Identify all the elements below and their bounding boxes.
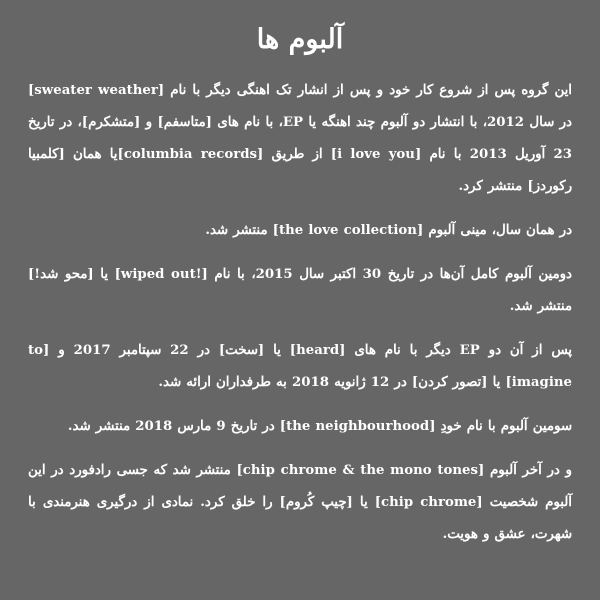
paragraph-3: دومین آلبوم کامل آن‌ها در تاریخ 30 اکتبر سال 2015، با نام [!wiped out] یا [محو شد!] منتشر شد.	[28, 267, 572, 314]
paragraph-4: پس از آن دو EP دیگر با نام های [heard] یا [سخت] در 22 سپتامبر 2017 و [to imagine] یا [تصور کردن] در 12 ژانویه 2018 به طرفداران ارائه شد.	[28, 343, 572, 390]
page-title: آلبوم ها	[256, 24, 344, 55]
article-body	[0, 53, 600, 551]
paragraph-5: سومین آلبوم با نام خودِ [the neighbourhood] در تاریخ 9 مارس 2018 منتشر شد.	[67, 419, 572, 434]
paragraph-6: و در آخر آلبوم [chip chrome & the mono tones] منتشر شد که جسی رادفورد در این آلبوم شخصیت [chip chrome] یا [چیپ کُروم] را خلق کرد. نمادی از درگیری هنرمندی با شهرت، عشق و هویت.	[28, 463, 572, 542]
paragraph-2: در همان سال، مینی آلبوم [the love collection] منتشر شد.	[205, 223, 572, 238]
paragraph-1: این گروه پس از شروع کار خود و پس از انشار تک اهنگی دیگر با نام [sweater weather] در سال 2012، با انتشار دو آلبوم چند اهنگه یا EP، با نام های [متاسفم] و [متشکرم]، در تاریخ 23 آوریل 2013 با نام [i love you] از طریق [columbia records]یا همان [کلمبیا رکوردز] منتشر کرد.	[28, 83, 572, 194]
